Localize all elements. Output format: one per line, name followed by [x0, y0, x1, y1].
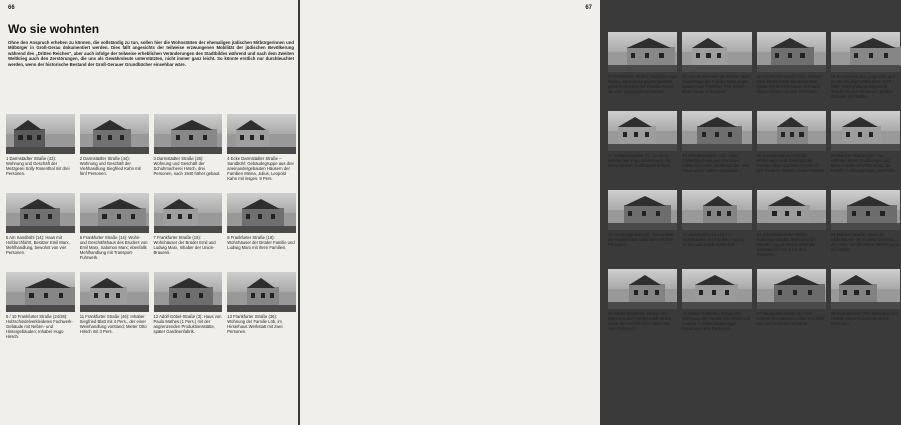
- photo-caption: 28 Helwigstraße (20): Wohnung der Familie Moritz Schott mit sechs Personen.: [830, 311, 898, 326]
- photo-caption: 19 Schützenstraße (16/18): Wohnungen und Geschäft der Familie Albert und Max Hirsch mit drei Kindern, Häuten, Geden-handel.: [756, 153, 825, 173]
- photo-caption: 18 Schützenstraße (14): Adolf Dahlerbruch aus vier Personen führte hier einen Kleiderhandel. Das Haus wurde später umgebaut.: [682, 153, 750, 173]
- photo-item: [154, 114, 223, 189]
- left-photo-grid: [6, 114, 296, 347]
- house-photo: [80, 272, 149, 312]
- house-photo: [6, 114, 75, 154]
- photo-item: [831, 190, 900, 265]
- house-photo: [227, 272, 296, 312]
- house-photo: [831, 32, 900, 72]
- house-photo: [682, 111, 751, 151]
- photo-caption: 11 Frankfurter Straße (46): Inhaber Siegfried Blatt mit 4 Pers., der einer Weinhandlung vorstand; Mieter Otto Hirsch mit 3 Pers.: [79, 314, 147, 334]
- page-number-left: 66: [8, 5, 15, 11]
- house-photo: [757, 111, 826, 151]
- photo-caption: 27 Margaretenstraße (4): Hier wohnte der jüdische Lehrer Kornfeld mit fünf Personen als Miete.: [756, 311, 824, 326]
- house-photo: [682, 32, 751, 72]
- photo-item: [80, 114, 149, 189]
- house-photo: [608, 32, 677, 72]
- photo-caption: 20 Mainzer Straße (28): Hier wohnten Moritz Goldberger und seine Familie mit Frau Rosa; die Familie Goldberger kam aus Polen.: [830, 153, 897, 173]
- photo-item: [757, 269, 826, 344]
- house-photo: [6, 272, 75, 312]
- photo-item: [608, 269, 677, 344]
- left-page: [0, 0, 298, 425]
- photo-caption: 25 Walter-Rathenau-Straße (11): Wohnung der Familie Adolf Hirsch, sowie der Familie Max Hirsch mit zwei Personen.: [608, 311, 673, 331]
- photo-caption: 21 Am Burggraben (4): Hier wohnte die Familie Max Goldmann mit fünf Personen.: [608, 232, 674, 247]
- photo-caption: 22 Jahnstraße (10 und 12): Wohnhäuser der Familien August Hirsch und Jakob Gottschall.: [682, 232, 745, 247]
- photo-caption: 16 Schützenstraße, ungenutzt und an den heutigen Park-platz nach links. Viehhandlung Siegmund Strauß mit drei Personen; großes Gelände mit Ställen.: [830, 74, 895, 99]
- photo-item: [757, 32, 826, 107]
- photo-item: [757, 111, 826, 186]
- photo-caption: 26 Walter-Rathenau-Straße (9): Wohnung der Familie Ida Hirsch und anderer Familienangehöriger, zusammen drei Personen.: [682, 311, 751, 331]
- photo-item: [831, 269, 900, 344]
- photo-item: [227, 272, 296, 347]
- photo-caption: 3 Darmstädter Straße (26): Wohnung und Geschäft der Schuhmacherei Hirsch, drei Personen, nach 1940 höher gebaut.: [153, 156, 221, 176]
- photo-caption: 7 Frankfurter Straße (18): Wohnhäuser der Brüder Emil und Ludwig Marx, Inhaber der Union-Brauerei.: [153, 235, 216, 255]
- photo-item: [608, 190, 677, 265]
- house-photo: [227, 114, 296, 154]
- house-photo: [831, 269, 900, 309]
- house-photo: [831, 111, 900, 151]
- photo-item: [154, 272, 223, 347]
- house-photo: [608, 269, 677, 309]
- house-photo: [154, 193, 223, 233]
- photo-caption: 6 Frankfurter Straße (14): Wohn- und Geschäftshaus des Bruders von Emil Marx, Salomon Marx; ebenfalls Mehlhandlung mit Transport-Fuhrwerk.: [79, 235, 148, 260]
- house-photo: [227, 193, 296, 233]
- photo-caption: 24 Mainzer Straße, eines der Wohnhäuser der Familie Salomon, die einen Handel führte; Wohnung in der Mühle.: [830, 232, 899, 252]
- house-photo: [682, 190, 751, 230]
- photo-item: [682, 269, 751, 344]
- photo-caption: 23 Jahnstraße Ecke Walter-Rathenau-Straße: Wohnung der Familie August Hirsch, ehemals Bauunternehmung mit drei Personen.: [756, 232, 817, 257]
- photo-item: [227, 114, 296, 189]
- house-photo: [757, 32, 826, 72]
- photo-caption: 12 Adolf-Göbel-Straße (3): Haus von Paula Mathes (1 Pers.) mit der angrenzenden Produktionsstätte, später Gardinenfabrik.: [153, 314, 222, 334]
- photo-caption: 9 / 10 Frankfurter Straße (24/26): Holzschindelverkleidetes Fachwerk-Gebäude mit Neben- und Hintergebäuden; Inhaber Hugo Hirsch.: [6, 314, 73, 339]
- photo-caption: 17 Frankfurter Straße, heutiges Haus Rasse, Seniorenbegegnungsstätte, gehörte dereinst der Familie Hirsch, die eine Viehhandlung betrieb.: [608, 74, 678, 94]
- house-photo: [154, 114, 223, 154]
- house-photo: [80, 114, 149, 154]
- photo-caption: 13 Frankfurter Straße (36): Wohnung der Familie Löb, im Hinterhaus Werkstatt mit zwei Personen.: [227, 314, 283, 334]
- house-photo: [831, 190, 900, 230]
- house-photo: [6, 193, 75, 233]
- house-photo: [608, 190, 677, 230]
- photo-item: [831, 111, 900, 186]
- house-photo: [682, 269, 751, 309]
- photo-item: [757, 190, 826, 265]
- photo-item: [608, 111, 677, 186]
- photo-item: [227, 193, 296, 268]
- house-photo: [608, 111, 677, 151]
- house-photo: [154, 272, 223, 312]
- photo-caption: 18 Uncom-Brauerei der Brüder Marx: Angehörige der Familie Marx zogen später nach Frankfurt, ihre Söhne leben heute verheiratet.: [682, 74, 752, 94]
- house-photo: [757, 269, 826, 309]
- photo-caption: 8 Frankfurter Straße (18): Wohnhäuser der Brüder Familie und Ludwig Marx mit ihren Familien.: [227, 235, 295, 250]
- photo-item: [682, 111, 751, 186]
- photo-item: [80, 272, 149, 347]
- photo-item: [6, 193, 75, 268]
- house-photo: [80, 193, 149, 233]
- photo-item: [6, 114, 75, 189]
- photo-item: [682, 32, 751, 107]
- photo-caption: 15 Frankfurter Straße (72): Inhaber einer Mehlschenk-handlung Max Nauer mit fünf Personen, im Haus Mieter Simon mit zwei Personen.: [756, 74, 822, 94]
- page-title: Wo sie wohnten: [8, 22, 100, 36]
- photo-caption: 2 Darmstädter Straße (44): Wohnung und Geschäft der Viehhandlung Siegfried Kahn mit fünf Personen.: [79, 156, 141, 176]
- photo-caption: 17 Schützenstraße (7), zur Miete wohnte hier Frau Schönmann, die einen kleinen Textilhandel betrieb.: [608, 153, 672, 168]
- photo-item: [831, 32, 900, 107]
- photo-item: [80, 193, 149, 268]
- right-page: [300, 0, 899, 425]
- right-photo-grid: [608, 32, 900, 344]
- photo-item: [608, 32, 677, 107]
- photo-item: [6, 272, 75, 347]
- page-number-right: 67: [585, 5, 592, 11]
- photo-caption: 5 Am Sandbühl (14): Haus mit Hofdurchfahrt, Besitzer Emil Marx, Mehlhandlung, bewohnt von vier Personen.: [6, 235, 70, 255]
- photo-caption: 1 Darmstädter Straße (43): Wohnung und Geschäft der Metzgerei Solly Rosenthal mit drei Personen.: [6, 156, 70, 176]
- house-photo: [757, 190, 826, 230]
- photo-item: [682, 190, 751, 265]
- intro-text: Ohne den Anspruch erheben zu können, die vollständig zu tun, sollen hier die Wohnstätten der ehemaligen jüdischen Mitbürgerinnen und Mitbürger in Groß-Gerau dokumentiert werden. Dies fällt angesichts der teilweise erzwungenen Mobilität der jüdischen Bevölkerung während des „Dritten Reiches", aber auch infolge der teilweise erheblichen Veränderungen des Stadtbildes während und nach dem Zweiten Weltkrieg auch den Zerstörungen, die uns als Gewährsleute unterstützten, nicht immer ganz leicht. So könnte erstlich nur durchleuchtet werden, wenn der historische Bestand der Groß-Gerauer Grundbücher einsehbar wäre.: [8, 40, 294, 67]
- photo-caption: 4 Ecke Darmstädter Straße – Sandbühl: Gebäudegruppe aus drei aneinandergebauten Häusern der Familien Minna, Julius, Leopold Kahn mit insges. 9 Pers.: [227, 156, 294, 181]
- photo-item: [154, 193, 223, 268]
